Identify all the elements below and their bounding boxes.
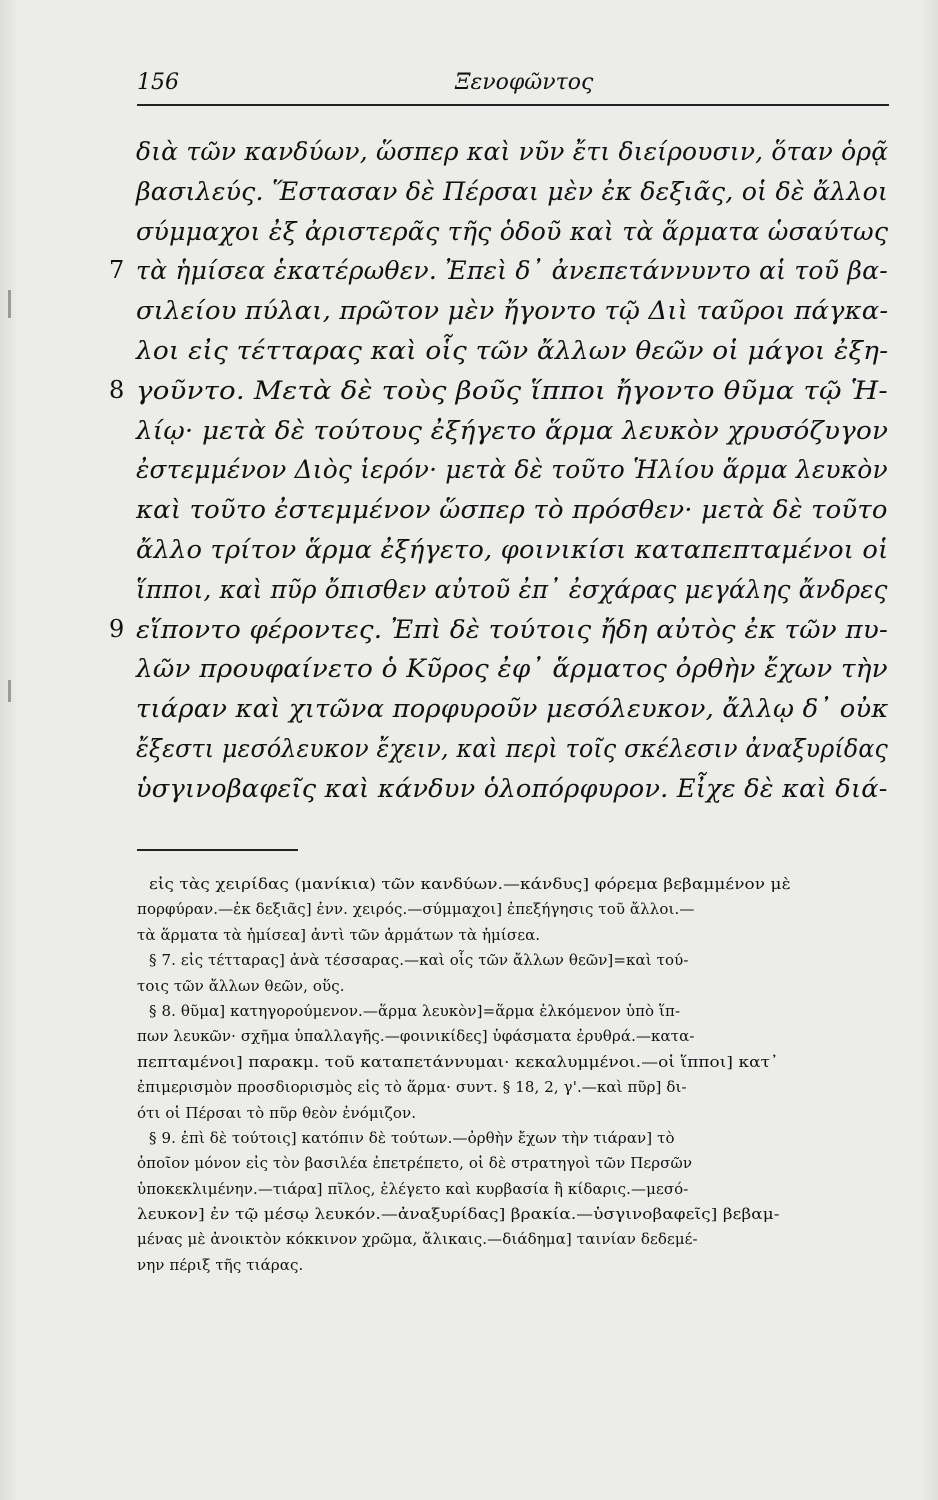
text-line <box>136 331 896 371</box>
line-text: σιλείου πύλαι, πρῶτον μὲν ἤγοντο τῷ Διὶ ταῦροι πάγκα- <box>136 296 889 326</box>
line-text: βασιλεύς. Ἕστασαν δὲ Πέρσαι μὲν ἐκ δεξιᾶς, οἱ δὲ ἄλλοι <box>136 176 889 206</box>
text-line <box>109 251 896 291</box>
main-text <box>109 132 896 809</box>
running-title: Ξενοφῶντος <box>455 70 594 95</box>
text-line <box>109 371 896 411</box>
footnote-line: νην πέριξ τῆς τιάρας. <box>137 1255 304 1274</box>
line-text: σύμμαχοι ἐξ ἀριστερᾶς τῆς ὁδοῦ καὶ τὰ ἅρματα ὡσαύτως <box>136 216 889 246</box>
line-text: ἵπποι, καὶ πῦρ ὄπισθεν αὐτοῦ ἐπ᾽ ἐσχάρας μεγάλης ἄνδρες <box>136 574 888 604</box>
text-line <box>136 212 896 252</box>
footnote-line: ἐπιμερισμὸν προσδιορισμὸς εἰς τὸ ἅρμα· συντ. § 18, 2, γ'.—καὶ πῦρ] δι- <box>137 1078 687 1097</box>
line-text: ἄλλο τρίτον ἅρμα ἐξήγετο, φοινικίσι καταπεπταμένοι οἱ <box>136 534 889 564</box>
footnote-line: εἰς τὰς χειρίδας (μανίκια) τῶν κανδύων.—κάνδυς] φόρεμα βεβαμμένον μὲ <box>149 875 791 893</box>
scan-edge-mark <box>8 290 11 318</box>
text-line <box>136 729 896 769</box>
line-text: λῶν προυφαίνετο ὁ Κῦρος ἐφ᾽ ἅρματος ὀρθὴν ἔχων τὴν <box>136 654 888 684</box>
footnote-line: μένας μὲ ἀνοικτὸν κόκκινον χρῶμα, ἄλικαις.—διάδημα] ταινίαν δεδεμέ- <box>137 1230 698 1249</box>
scan-edge-mark <box>8 680 11 702</box>
text-line <box>136 490 896 530</box>
footnote-line: ὁποῖον μόνον εἰς τὸν βασιλέα ἐπετρέπετο, οἱ δὲ στρατηγοὶ τῶν Περσῶν <box>137 1154 693 1173</box>
text-line <box>136 132 896 172</box>
section-number: 8 <box>109 375 125 404</box>
line-text: λίῳ· μετὰ δὲ τούτους ἐξήγετο ἅρμα λευκὸν χρυσόζυγον <box>136 415 889 445</box>
text-line <box>136 291 896 331</box>
page-number: 156 <box>137 70 179 95</box>
line-text: λοι εἰς τέτταρας καὶ οἷς τῶν ἄλλων θεῶν οἱ μάγοι ἐξη- <box>136 335 889 365</box>
footnote-line: πων λευκῶν· σχῆμα ὑπαλλαγῆς.—φοινικίδες] ὑφάσματα ἐρυθρά.—κατα- <box>137 1027 695 1046</box>
footnote-line: § 9. ἐπὶ δὲ τούτοις] κατόπιν δὲ τούτων.—ὀρθὴν ἔχων τὴν τιάραν] τὸ <box>149 1128 675 1147</box>
text-line <box>136 530 896 570</box>
line-text: τὰ ἡμίσεα ἑκατέρωθεν. Ἐπεὶ δ᾽ ἀνεπετάννυντο αἱ τοῦ βα- <box>136 256 888 286</box>
running-head <box>137 68 889 102</box>
footnote-line: § 8. θῦμα] κατηγορούμενον.—ἅρμα λευκὸν]=ἅρμα ἑλκόμενον ὑπὸ ἵπ- <box>149 1001 681 1020</box>
footnote-line: λευκον] ἐν τῷ μέσῳ λευκόν.—ἀναξυρίδας] βρακία.—ὑσγινοβαφεῖς] βεβαμ- <box>137 1205 780 1224</box>
text-line <box>136 411 896 451</box>
text-line <box>136 649 896 689</box>
text-line <box>109 610 896 650</box>
footnote-line: ὑποκεκλιμένην.—τιάρα] πῖλος, ἐλέγετο καὶ κυρβασία ἢ κίδαρις.—μεσό- <box>137 1179 689 1198</box>
line-text: ὑσγινοβαφεῖς καὶ κάνδυν ὁλοπόρφυρον. Εἶχε δὲ καὶ διά- <box>136 773 888 803</box>
text-line <box>136 172 896 212</box>
footnotes <box>137 872 899 1278</box>
text-line <box>136 689 896 729</box>
section-number: 7 <box>109 256 125 285</box>
header-rule <box>137 104 889 106</box>
footnote-line: τοις τῶν ἄλλων θεῶν, οὕς. <box>137 976 345 995</box>
text-line <box>136 769 896 809</box>
line-text: εἵποντο φέροντες. Ἐπὶ δὲ τούτοις ἤδη αὐτὸς ἐκ τῶν πυ- <box>136 614 889 644</box>
line-text: τιάραν καὶ χιτῶνα πορφυροῦν μεσόλευκον, ἄλλῳ δ᾽ οὐκ <box>136 694 889 724</box>
line-text: ἔξεστι μεσόλευκον ἔχειν, καὶ περὶ τοῖς σκέλεσιν ἀναξυρίδας <box>136 733 889 763</box>
footnote-line: πορφύραν.—ἐκ δεξιᾶς] ἐνν. χειρός.—σύμμαχοι] ἐπεξήγησις τοῦ ἄλλοι.— <box>137 900 695 919</box>
footnote-line: § 7. εἰς τέτταρας] ἀνὰ τέσσαρας.—καὶ οἷς τῶν ἄλλων θεῶν]=καὶ τού- <box>149 951 689 970</box>
footnote-line: πεπταμένοι] παρακμ. τοῦ καταπετάννυμαι· κεκαλυμμένοι.—οἱ ἵπποι] κατ᾽ <box>137 1052 779 1071</box>
text-line <box>136 450 896 490</box>
footnote-rule <box>137 849 298 851</box>
section-number: 9 <box>109 614 125 643</box>
line-text: γοῦντο. Μετὰ δὲ τοὺς βοῦς ἵπποι ἤγοντο θῦμα τῷ Ἡ- <box>136 375 888 405</box>
footnote-line: τὰ ἅρματα τὰ ἡμίσεα] ἀντὶ τῶν ἁρμάτων τὰ ἡμίσεα. <box>137 925 541 944</box>
line-text: καὶ τοῦτο ἐστεμμένον ὥσπερ τὸ πρόσθεν· μετὰ δὲ τοῦτο <box>136 495 888 525</box>
text-line <box>136 570 896 610</box>
footnote-line: ότι οἱ Πέρσαι τὸ πῦρ θεὸν ἐνόμιζον. <box>137 1103 417 1122</box>
line-text: ἐστεμμένον Διὸς ἱερόν· μετὰ δὲ τοῦτο Ἡλίου ἅρμα λευκὸν <box>136 455 888 485</box>
line-text: διὰ τῶν κανδύων, ὥσπερ καὶ νῦν ἔτι διείρουσιν, ὅταν ὁρᾷ <box>136 137 889 166</box>
